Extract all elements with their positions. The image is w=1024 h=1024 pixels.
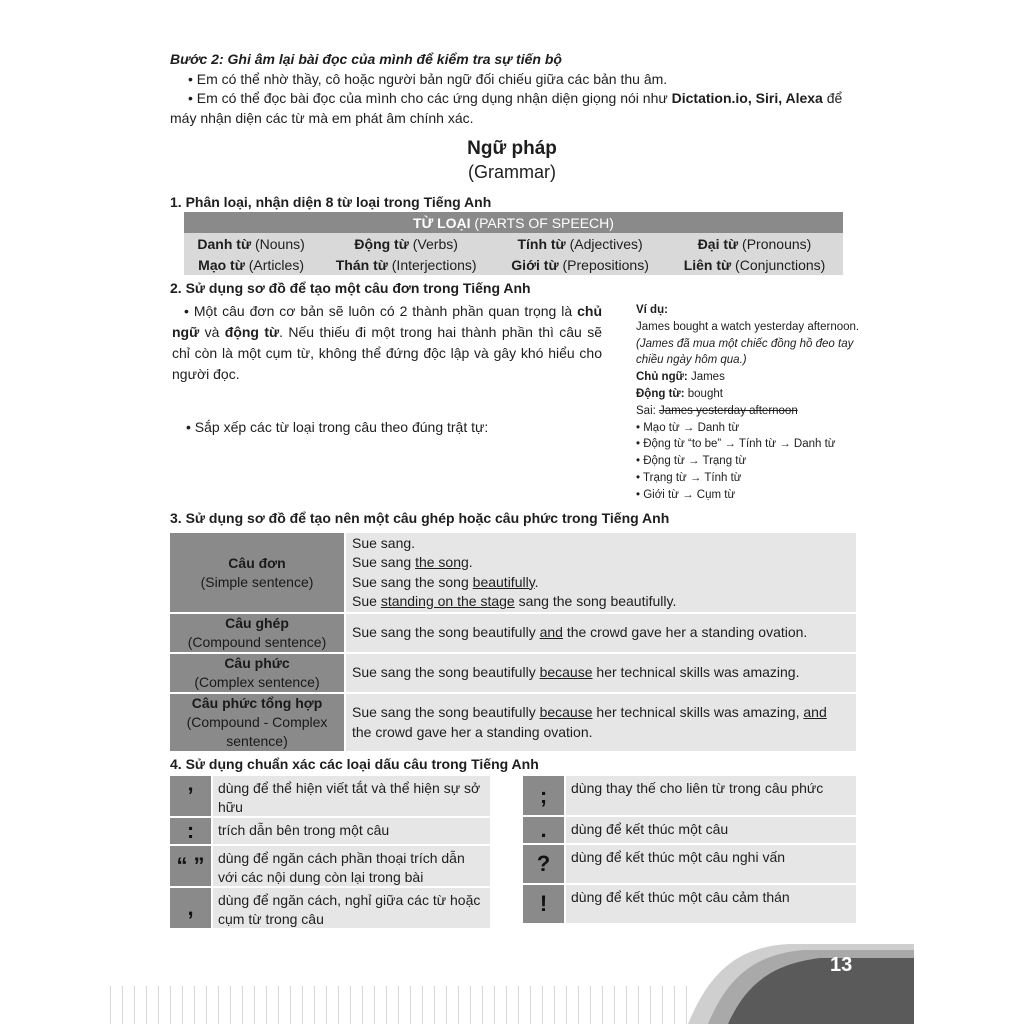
compound-complex-label-cell: Câu phức tổng hợp (Compound - Complex sentence): [170, 693, 345, 752]
punctuation-desc: dùng để thể hiện viết tắt và thể hiện sự sở hữu: [212, 776, 490, 817]
question-mark-symbol: ?: [523, 844, 565, 884]
example-translation: (James đã mua một chiếc đồng hồ đeo tay chiều ngày hôm qua.): [636, 337, 854, 367]
table-row: [170, 776, 490, 817]
section-2-paragraph: • Một câu đơn cơ bản sẽ luôn có 2 thành phần quan trọng là chủ ngữ và động từ. Nếu thiếu đi một trong hai thành phần thì câu sẽ chỉ còn là một cụm từ, không thể đứng độc lập và gây khó hiểu cho người đọc.: [172, 303, 602, 382]
pos-cell: Danh từ (Nouns): [184, 233, 318, 254]
apostrophe-symbol: ’: [170, 776, 212, 817]
table-row: [523, 816, 856, 844]
order-item: • Động từ “to be” → Tính từ → Danh từ: [636, 438, 836, 451]
footer-stripes: [110, 986, 690, 1024]
order-item: • Mạo từ → Danh từ: [636, 421, 740, 434]
pos-cell: Tính từ (Adjectives): [494, 233, 666, 254]
table-row: [170, 817, 490, 845]
page-corner-decoration: [680, 940, 914, 1024]
sentence-types-table: [170, 533, 856, 753]
pos-cell: Động từ (Verbs): [318, 233, 494, 254]
example-verb: Động từ: bought: [636, 387, 723, 400]
comma-symbol: ,: [170, 887, 212, 929]
intro-block: [170, 50, 860, 128]
table-row: [170, 653, 856, 693]
page-subtitle: (Grammar): [468, 162, 556, 182]
section-4-title: 4. Sử dụng chuẩn xác các loại dấu câu trong Tiếng Anh: [170, 756, 539, 772]
parts-of-speech-table: [184, 212, 843, 275]
intro-bullet-1: • Em có thể nhờ thầy, cô hoặc người bản ngữ đối chiếu giữa các bản thu âm.: [188, 70, 668, 87]
pos-header-bold: TỪ LOẠI: [413, 214, 471, 231]
table-row: [170, 533, 856, 613]
intro-apps: Dictation.io, Siri, Alexa: [671, 90, 823, 106]
punctuation-desc: trích dẫn bên trong một câu: [212, 817, 490, 845]
period-symbol: .: [523, 816, 565, 844]
compound-label-cell: Câu ghép (Compound sentence): [170, 613, 345, 653]
table-row: [170, 613, 856, 653]
pos-cell: Mạo từ (Articles): [184, 254, 318, 275]
example-label: Ví dụ:: [636, 304, 668, 316]
punctuation-desc: dùng để ngăn cách, nghỉ giữa các từ hoặc cụm từ trong câu: [212, 887, 490, 929]
pos-cell: Thán từ (Interjections): [318, 254, 494, 275]
order-item: • Động từ → Trạng từ: [636, 455, 747, 468]
punctuation-desc: dùng để ngăn cách phần thoại trích dẫn với các nội dung còn lại trong bài: [212, 845, 490, 887]
section-3-title: 3. Sử dụng sơ đồ để tạo nên một câu ghép hoặc câu phức trong Tiếng Anh: [170, 510, 670, 526]
pos-header-rest: (PARTS OF SPEECH): [470, 214, 614, 231]
punctuation-table-left: [170, 776, 490, 930]
table-row: [170, 887, 490, 929]
pos-header: [184, 212, 843, 233]
pos-cell: Đại từ (Pronouns): [666, 233, 843, 254]
page-title: Ngữ pháp: [467, 138, 557, 159]
example-subject: Chủ ngữ: James: [636, 371, 725, 384]
table-row: [523, 884, 856, 924]
word-order-note: • Sắp xếp các từ loại trong câu theo đúng trật tự:: [186, 419, 489, 435]
pos-cell: Liên từ (Conjunctions): [666, 254, 843, 275]
compound-complex-example-cell: Sue sang the song beautifully because her technical skills was amazing, and the crowd gave her a standing ovation.: [345, 693, 856, 752]
punctuation-desc: dùng để kết thúc một câu cảm thán: [565, 884, 856, 924]
example-sentence: James bought a watch yesterday afternoon.: [636, 320, 860, 333]
order-item: • Giới từ → Cụm từ: [636, 488, 736, 501]
order-item: • Trạng từ → Tính từ: [636, 471, 742, 484]
simple-examples-cell: Sue sang. Sue sang the song. Sue sang the song beautifully. Sue standing on the stage sang the song beautifully.: [345, 533, 856, 613]
semicolon-symbol: ;: [523, 776, 565, 816]
compound-example-cell: Sue sang the song beautifully and the crowd gave her a standing ovation.: [345, 613, 856, 653]
pos-cell: Giới từ (Prepositions): [494, 254, 666, 275]
punctuation-desc: dùng thay thế cho liên từ trong câu phức: [565, 776, 856, 816]
table-row: [170, 693, 856, 752]
complex-label-cell: Câu phức (Complex sentence): [170, 653, 345, 693]
colon-symbol: :: [170, 817, 212, 845]
intro-bullet-2: [170, 89, 860, 109]
table-row: [523, 776, 856, 816]
table-row: [184, 254, 843, 275]
step-title: Bước 2: Ghi âm lại bài đọc của mình để kiểm tra sự tiến bộ: [170, 51, 562, 67]
simple-label-cell: Câu đơn (Simple sentence): [170, 533, 345, 613]
table-row: [523, 844, 856, 884]
example-wrong: Sai: James yesterday afternoon: [636, 404, 798, 417]
punctuation-table-right: [523, 776, 856, 925]
table-row: [184, 233, 843, 254]
complex-example-cell: Sue sang the song beautifully because her technical skills was amazing.: [345, 653, 856, 693]
section-2-title: 2. Sử dụng sơ đồ để tạo một câu đơn trong Tiếng Anh: [170, 280, 531, 296]
intro-bullet-2-text: • Em có thể đọc bài đọc của mình cho các ứng dụng nhận diện giọng nói như: [188, 90, 672, 106]
exclamation-mark-symbol: !: [523, 884, 565, 924]
section-1-title: 1. Phân loại, nhận diện 8 từ loại trong Tiếng Anh: [170, 194, 492, 210]
intro-bullet-2-cont: máy nhận diện các từ mà em phát âm chính xác.: [170, 109, 474, 126]
page-number: 13: [830, 954, 853, 976]
punctuation-desc: dùng để kết thúc một câu: [565, 816, 856, 844]
quotation-marks-symbol: “ ”: [170, 845, 212, 887]
punctuation-desc: dùng để kết thúc một câu nghi vấn: [565, 844, 856, 884]
example-box: [636, 302, 866, 504]
intro-bullet-2-end: để: [822, 90, 843, 106]
table-row: [170, 845, 490, 887]
